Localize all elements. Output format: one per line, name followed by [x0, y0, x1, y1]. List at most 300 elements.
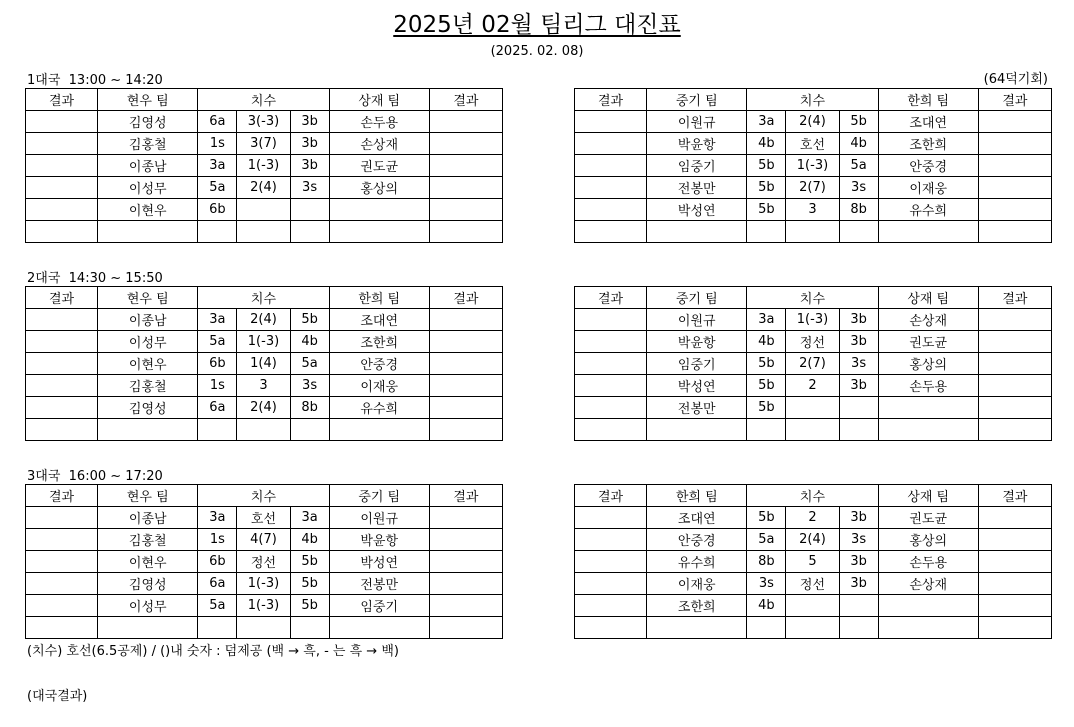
rank-a-cell: 6b [198, 353, 237, 375]
handicap-cell: 2 [786, 375, 839, 397]
player-b-cell: 박윤항 [329, 529, 429, 551]
player-a-cell: 이종남 [98, 155, 198, 177]
result-cell [978, 419, 1051, 441]
result-header: 결과 [429, 287, 502, 309]
table-row [26, 397, 503, 419]
table-row [575, 375, 1052, 397]
result-header: 결과 [575, 89, 647, 111]
rank-a-cell: 4b [747, 331, 786, 353]
handicap-cell: 2(7) [786, 177, 839, 199]
rank-b-cell: 3b [839, 551, 878, 573]
rank-a-cell: 5b [747, 155, 786, 177]
rank-b-cell: 5a [839, 155, 878, 177]
round-1-right-table [574, 88, 1052, 243]
handicap-cell [786, 397, 839, 419]
result-cell [978, 133, 1051, 155]
player-a-cell: 임중기 [647, 353, 747, 375]
table-row [575, 595, 1052, 617]
result-cell [575, 221, 647, 243]
player-b-cell: 손두용 [329, 111, 429, 133]
handicap-cell: 4(7) [237, 529, 290, 551]
team-b-header: 한희 팀 [329, 287, 429, 309]
handicap-cell: 2(7) [786, 353, 839, 375]
header-row [575, 287, 1052, 309]
footnote: (치수) 호선(6.5공제) / ()내 숫자 : 덤제공 (백 → 흑, - 는 흑 → 백) [27, 644, 399, 659]
rank-a-cell: 3a [747, 111, 786, 133]
player-a-cell: 김영성 [98, 573, 198, 595]
rank-a-cell: 1s [198, 375, 237, 397]
rank-b-cell: 3b [839, 375, 878, 397]
result-cell [575, 507, 647, 529]
result-cell [978, 595, 1051, 617]
round-1-label: 1대국 13:00 ~ 14:20 [27, 73, 163, 88]
player-a-cell: 이성무 [98, 595, 198, 617]
result-cell [575, 353, 647, 375]
result-cell [26, 111, 98, 133]
result-header: 결과 [575, 485, 647, 507]
round-1-left-table [25, 88, 503, 243]
result-cell [978, 155, 1051, 177]
result-header: 결과 [26, 89, 98, 111]
header-row [26, 287, 503, 309]
rank-a-cell: 5b [747, 375, 786, 397]
player-a-cell: 이원규 [647, 111, 747, 133]
rank-a-cell: 4b [747, 133, 786, 155]
result-cell [26, 573, 98, 595]
rank-a-cell: 5a [198, 331, 237, 353]
table-row [26, 111, 503, 133]
player-b-cell [878, 595, 978, 617]
rank-a-cell: 3a [198, 155, 237, 177]
result-cell [978, 551, 1051, 573]
team-a-header: 한희 팀 [647, 485, 747, 507]
handicap-header: 치수 [747, 485, 878, 507]
team-a-header: 중기 팀 [647, 287, 747, 309]
team-a-header: 현우 팀 [98, 287, 198, 309]
round-2-label: 2대국 14:30 ~ 15:50 [27, 271, 163, 286]
result-header: 결과 [978, 287, 1051, 309]
result-cell [575, 617, 647, 639]
player-b-cell: 임중기 [329, 595, 429, 617]
handicap-header: 치수 [747, 89, 878, 111]
table-row [26, 177, 503, 199]
player-a-cell: 김영성 [98, 111, 198, 133]
result-cell [978, 353, 1051, 375]
player-b-cell: 안중경 [329, 353, 429, 375]
rank-a-cell: 5b [747, 199, 786, 221]
player-b-cell: 홍상의 [878, 353, 978, 375]
result-cell [429, 331, 502, 353]
handicap-cell: 1(-3) [237, 595, 290, 617]
rank-b-cell: 5a [290, 353, 329, 375]
rank-b-cell: 3b [290, 133, 329, 155]
rank-a-cell: 5b [747, 177, 786, 199]
result-cell [26, 353, 98, 375]
result-cell [575, 199, 647, 221]
handicap-cell: 3 [237, 375, 290, 397]
player-b-cell [329, 221, 429, 243]
table-row [575, 309, 1052, 331]
table-row [26, 529, 503, 551]
handicap-cell: 1(4) [237, 353, 290, 375]
player-b-cell: 유수희 [878, 199, 978, 221]
result-cell [26, 507, 98, 529]
result-cell [26, 375, 98, 397]
header-row [26, 485, 503, 507]
rank-b-cell: 8b [839, 199, 878, 221]
result-cell [575, 375, 647, 397]
table-row [26, 617, 503, 639]
player-b-cell [329, 199, 429, 221]
result-header: 결과 [429, 485, 502, 507]
team-a-header: 현우 팀 [98, 89, 198, 111]
team-b-header: 중기 팀 [329, 485, 429, 507]
result-cell [575, 111, 647, 133]
handicap-header: 치수 [198, 89, 329, 111]
rank-b-cell [839, 397, 878, 419]
handicap-cell: 정선 [237, 551, 290, 573]
handicap-cell: 정선 [786, 573, 839, 595]
result-cell [978, 529, 1051, 551]
rank-b-cell: 3s [839, 177, 878, 199]
player-a-cell [647, 221, 747, 243]
table-row [575, 617, 1052, 639]
player-b-cell [329, 419, 429, 441]
player-b-cell: 이재웅 [878, 177, 978, 199]
result-cell [429, 375, 502, 397]
rank-b-cell: 8b [290, 397, 329, 419]
player-a-cell: 이재웅 [647, 573, 747, 595]
rank-b-cell: 3s [839, 529, 878, 551]
table-row [26, 375, 503, 397]
handicap-cell: 1(-3) [237, 331, 290, 353]
player-b-cell: 조한희 [329, 331, 429, 353]
handicap-cell: 2 [786, 507, 839, 529]
table-row [26, 551, 503, 573]
result-cell [575, 397, 647, 419]
handicap-header: 치수 [198, 485, 329, 507]
player-b-cell: 손상재 [878, 573, 978, 595]
results-label: (대국결과) [27, 689, 88, 704]
result-cell [575, 595, 647, 617]
rank-a-cell [198, 617, 237, 639]
result-header: 결과 [429, 89, 502, 111]
table-row [575, 397, 1052, 419]
handicap-cell [786, 221, 839, 243]
result-cell [26, 133, 98, 155]
player-b-cell: 조대연 [878, 111, 978, 133]
header-row [575, 485, 1052, 507]
result-cell [429, 573, 502, 595]
result-cell [978, 573, 1051, 595]
rank-b-cell [839, 617, 878, 639]
rank-a-cell: 3a [198, 507, 237, 529]
rank-b-cell: 5b [290, 595, 329, 617]
header-row [26, 89, 503, 111]
player-a-cell: 이현우 [98, 199, 198, 221]
result-header: 결과 [978, 89, 1051, 111]
rank-a-cell: 3a [747, 309, 786, 331]
rank-a-cell: 6a [198, 397, 237, 419]
player-a-cell: 이현우 [98, 551, 198, 573]
handicap-cell: 2(4) [237, 177, 290, 199]
handicap-cell: 1(-3) [237, 155, 290, 177]
rank-a-cell: 5b [747, 397, 786, 419]
player-b-cell: 조대연 [329, 309, 429, 331]
result-cell [429, 155, 502, 177]
result-cell [978, 617, 1051, 639]
table-row [575, 111, 1052, 133]
result-cell [26, 331, 98, 353]
handicap-cell [237, 419, 290, 441]
handicap-cell: 3(-3) [237, 111, 290, 133]
round-3-left-table [25, 484, 503, 639]
rank-a-cell: 1s [198, 133, 237, 155]
player-b-cell [878, 617, 978, 639]
round-2-right-table [574, 286, 1052, 441]
handicap-cell [237, 199, 290, 221]
table-row [26, 507, 503, 529]
rank-b-cell: 5b [839, 111, 878, 133]
table-row [26, 331, 503, 353]
table-row [575, 133, 1052, 155]
rank-b-cell [839, 419, 878, 441]
handicap-cell: 정선 [786, 331, 839, 353]
table-row [575, 221, 1052, 243]
player-a-cell: 이종남 [98, 309, 198, 331]
round-3-right-table [574, 484, 1052, 639]
team-a-header: 중기 팀 [647, 89, 747, 111]
player-b-cell: 안중경 [878, 155, 978, 177]
handicap-cell: 1(-3) [786, 309, 839, 331]
schedule-date: (2025. 02. 08) [490, 44, 584, 59]
handicap-cell [786, 419, 839, 441]
header-row [575, 89, 1052, 111]
club-note: (64덕기회) [983, 72, 1048, 87]
player-a-cell: 박성연 [647, 375, 747, 397]
result-cell [429, 133, 502, 155]
result-cell [26, 419, 98, 441]
player-a-cell: 이종남 [98, 507, 198, 529]
rank-a-cell: 5b [747, 507, 786, 529]
handicap-cell: 2(4) [786, 111, 839, 133]
rank-b-cell: 5b [290, 309, 329, 331]
result-cell [26, 199, 98, 221]
player-a-cell: 이현우 [98, 353, 198, 375]
result-cell [429, 309, 502, 331]
player-b-cell: 손두용 [878, 375, 978, 397]
rank-b-cell [290, 419, 329, 441]
table-row [26, 353, 503, 375]
rank-a-cell: 5a [747, 529, 786, 551]
table-row [575, 419, 1052, 441]
player-a-cell: 이원규 [647, 309, 747, 331]
handicap-cell: 호선 [237, 507, 290, 529]
table-row [575, 177, 1052, 199]
handicap-cell [786, 617, 839, 639]
player-b-cell: 홍상의 [878, 529, 978, 551]
table-row [26, 199, 503, 221]
team-a-header: 현우 팀 [98, 485, 198, 507]
rank-b-cell: 3b [290, 155, 329, 177]
rank-b-cell: 3b [839, 507, 878, 529]
player-a-cell: 이성무 [98, 331, 198, 353]
rank-b-cell: 3s [839, 353, 878, 375]
rank-a-cell: 6a [198, 573, 237, 595]
result-cell [429, 111, 502, 133]
player-a-cell: 임중기 [647, 155, 747, 177]
rank-a-cell: 5a [198, 595, 237, 617]
player-b-cell: 권도균 [878, 507, 978, 529]
result-cell [26, 617, 98, 639]
result-cell [26, 551, 98, 573]
handicap-cell: 2(4) [786, 529, 839, 551]
table-row [575, 155, 1052, 177]
handicap-cell [237, 617, 290, 639]
handicap-cell [237, 221, 290, 243]
rank-a-cell: 4b [747, 595, 786, 617]
table-row [575, 507, 1052, 529]
handicap-cell: 2(4) [237, 397, 290, 419]
result-cell [26, 397, 98, 419]
table-row [575, 353, 1052, 375]
result-cell [978, 221, 1051, 243]
rank-b-cell: 3a [290, 507, 329, 529]
result-cell [575, 133, 647, 155]
result-cell [26, 177, 98, 199]
player-b-cell: 이재웅 [329, 375, 429, 397]
handicap-header: 치수 [747, 287, 878, 309]
result-cell [978, 331, 1051, 353]
player-a-cell: 조한희 [647, 595, 747, 617]
player-b-cell: 권도균 [878, 331, 978, 353]
rank-b-cell: 3b [839, 331, 878, 353]
rank-a-cell [747, 617, 786, 639]
table-row [26, 595, 503, 617]
rank-b-cell: 3b [839, 573, 878, 595]
player-a-cell: 김홍철 [98, 529, 198, 551]
result-cell [575, 177, 647, 199]
rank-a-cell [747, 419, 786, 441]
result-cell [26, 309, 98, 331]
table-row [575, 573, 1052, 595]
result-cell [575, 309, 647, 331]
table-row [26, 155, 503, 177]
table-row [575, 331, 1052, 353]
player-b-cell: 손상재 [878, 309, 978, 331]
result-cell [429, 221, 502, 243]
player-b-cell: 손상재 [329, 133, 429, 155]
result-header: 결과 [575, 287, 647, 309]
result-cell [429, 353, 502, 375]
result-cell [429, 551, 502, 573]
table-row [575, 529, 1052, 551]
player-a-cell [98, 617, 198, 639]
round-2-left-table [25, 286, 503, 441]
rank-b-cell: 5b [290, 573, 329, 595]
player-a-cell: 박윤항 [647, 331, 747, 353]
player-a-cell [647, 617, 747, 639]
rank-b-cell: 4b [290, 529, 329, 551]
team-b-header: 상재 팀 [878, 485, 978, 507]
rank-a-cell: 3a [198, 309, 237, 331]
rank-b-cell [839, 595, 878, 617]
round-3-label: 3대국 16:00 ~ 17:20 [27, 469, 163, 484]
rank-a-cell: 5a [198, 177, 237, 199]
rank-b-cell: 3s [290, 375, 329, 397]
rank-b-cell: 3b [839, 309, 878, 331]
rank-b-cell [290, 199, 329, 221]
rank-a-cell: 6a [198, 111, 237, 133]
result-cell [978, 309, 1051, 331]
table-row [26, 309, 503, 331]
player-a-cell: 이성무 [98, 177, 198, 199]
player-b-cell: 손두용 [878, 551, 978, 573]
handicap-cell: 1(-3) [786, 155, 839, 177]
rank-a-cell: 6b [198, 199, 237, 221]
player-b-cell: 홍상의 [329, 177, 429, 199]
rank-a-cell: 8b [747, 551, 786, 573]
handicap-cell [786, 595, 839, 617]
rank-b-cell: 3s [290, 177, 329, 199]
player-a-cell: 박성연 [647, 199, 747, 221]
rank-a-cell: 5b [747, 353, 786, 375]
rank-b-cell: 4b [290, 331, 329, 353]
result-header: 결과 [26, 287, 98, 309]
result-cell [429, 529, 502, 551]
rank-b-cell [290, 221, 329, 243]
handicap-cell: 1(-3) [237, 573, 290, 595]
player-b-cell: 전봉만 [329, 573, 429, 595]
player-b-cell: 이원규 [329, 507, 429, 529]
rank-a-cell [198, 419, 237, 441]
result-cell [978, 507, 1051, 529]
result-cell [575, 573, 647, 595]
result-cell [429, 507, 502, 529]
player-a-cell [98, 221, 198, 243]
result-cell [26, 221, 98, 243]
rank-a-cell: 3s [747, 573, 786, 595]
player-b-cell: 박성연 [329, 551, 429, 573]
team-b-header: 상재 팀 [878, 287, 978, 309]
result-header: 결과 [978, 485, 1051, 507]
team-b-header: 상재 팀 [329, 89, 429, 111]
result-cell [26, 529, 98, 551]
result-cell [429, 397, 502, 419]
player-a-cell: 박윤항 [647, 133, 747, 155]
player-a-cell: 안중경 [647, 529, 747, 551]
result-cell [429, 177, 502, 199]
page-title-text: 2025년 02월 팀리그 대진표 [393, 12, 681, 38]
result-cell [575, 529, 647, 551]
handicap-cell: 3(7) [237, 133, 290, 155]
result-cell [575, 331, 647, 353]
table-row [26, 573, 503, 595]
handicap-cell: 3 [786, 199, 839, 221]
rank-a-cell: 6b [198, 551, 237, 573]
table-row [575, 551, 1052, 573]
rank-b-cell: 3b [290, 111, 329, 133]
rank-b-cell [290, 617, 329, 639]
table-row [26, 221, 503, 243]
player-b-cell [878, 397, 978, 419]
rank-a-cell: 1s [198, 529, 237, 551]
result-cell [575, 155, 647, 177]
result-cell [978, 397, 1051, 419]
player-a-cell: 전봉만 [647, 177, 747, 199]
result-cell [429, 199, 502, 221]
result-cell [575, 551, 647, 573]
